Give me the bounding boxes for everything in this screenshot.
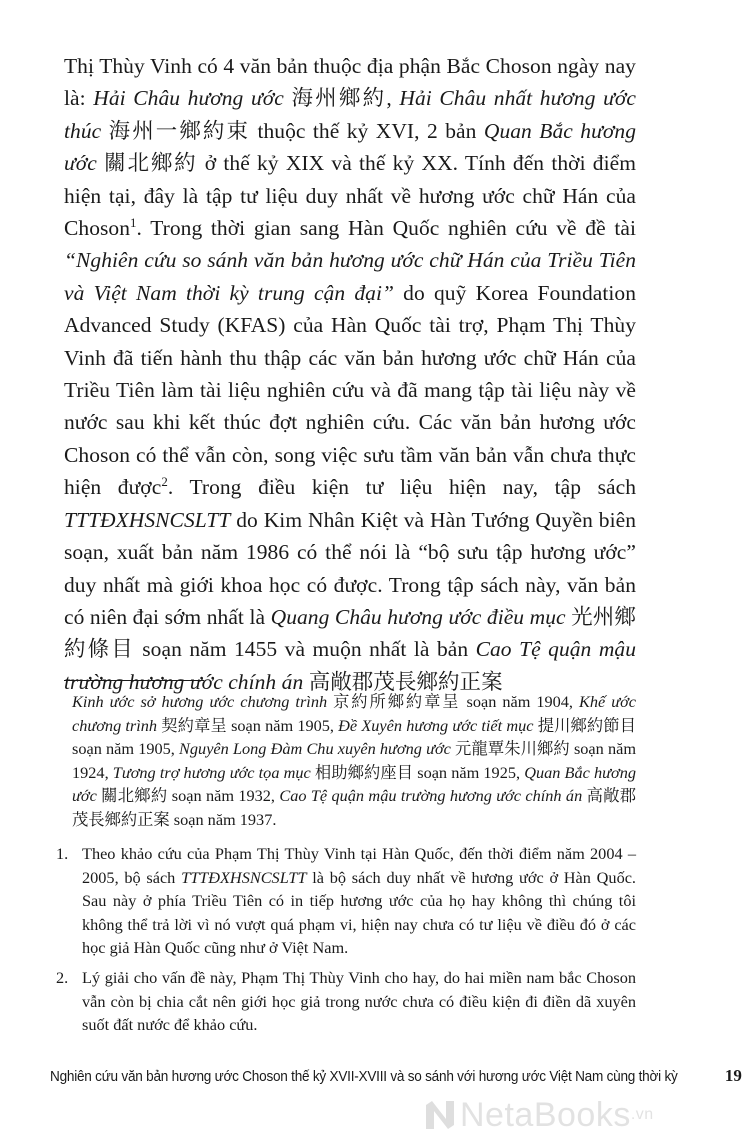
research-topic-title: “Nghiên cứu so sánh văn bản hương ước chữ Hán của Triều Tiên và Việt Nam thời kỳ trung cận đại” [64,248,636,305]
fn-title: Cao Tệ quận mậu trường hương ước chính án [279,786,583,806]
text-run: 海州鄉約, [283,86,400,111]
watermark [420,1090,700,1140]
watermark-brand: NetaBooks [460,1095,631,1134]
footnote-body: Lý giải cho vấn đề này, Phạm Thị Thùy Vinh cho hay, do hai miền nam bắc Choson vẫn còn bị chia cắt nên giới học giả trong nước chưa có điều kiện đi điền dã xuyên suốt đất nước để khảo cứu. [82,967,636,1035]
text-run: 光州鄉約條目 soạn năm 1455 và muộn nhất là bản [64,604,636,662]
text-run: 高敞郡茂長鄉約正案 [303,669,503,694]
running-footer-title: Nghiên cứu văn bản hương ước Choson thế kỷ XVII-XVIII và so sánh với hương ước Việt Nam cùng thời kỳ [50,1069,678,1085]
n-logo-icon [420,1095,460,1135]
text-run: do quỹ Korea Foundation Advanced Study (KFAS) của Hàn Quốc tài trợ, Phạm Thị Thùy Vinh đã tiến hành thu thập các văn bản hương ước chữ Hán của Triều Tiên làm tài liệu nghiên cứu và đã mang tập tài liệu này về nước sau khi kết thúc đợt nghiên cứu. Các văn bản hương ước Choson có thể vẫn còn, song việc sưu tầm văn bản vẫn chưa thực hiện được [64,280,636,500]
fn-title: Kinh ước sở hương ước chương trình [72,692,328,711]
footnote-number: 2. [56,967,69,987]
footnote-ref-2: 2 [161,475,168,490]
footnote-divider [64,680,204,681]
fn-title: Tương trợ hương ước tọa mục [112,762,311,782]
main-text [64,50,636,698]
main-paragraph [64,50,636,698]
watermark-suffix: .vn [630,1106,654,1123]
book-abbrev: TTTĐXHSNCSLTT [181,867,307,887]
footnote-number: 1. [56,844,69,863]
fn-text: 元龍覃朱川鄉約 soạn năm 1924, [72,739,636,782]
footnote-body [82,842,636,960]
title-quang-chau-huong-uoc: Quang Châu hương ước điều mục [270,604,566,629]
text-run: . Trong thời gian sang Hàn Quốc nghiên cứu về đề tài [136,216,636,241]
n-logo-shape [422,1097,458,1133]
footnote-2 [56,966,636,1037]
fn-text: 京約所鄉約章呈 soạn năm 1904, [327,692,579,711]
fn-text: 提川鄉約節目 soạn năm 1905, [72,715,636,759]
fn-text: là bộ sách duy nhất về hương ước ở Hàn Quốc. Sau này ở phía Triều Tiên có in tiếp hương ước của họ hay không thì chúng tôi không thể trả lời vì nó vượt quá phạm vi, hiện nay chưa có tư liệu về điều đó ở các học giả Hàn Quốc cũng như ở Việt Nam. [82,867,637,958]
fn-title: Đề Xuyên hương ước tiết mục [338,715,534,735]
fn-text: 高敞郡茂長鄉約正案 soạn năm 1937. [72,786,636,829]
fn-title: Nguyên Long Đàm Chu xuyên hương ước [179,739,451,759]
fn-title: Khế ước chương trình [72,692,636,735]
page-number: 19 [724,1066,742,1085]
text-run: 海州一鄉約束 thuộc thế kỷ XVI, 2 bản [101,118,484,143]
footnote-1 [56,842,636,960]
fn-text: Theo khảo cứu của Phạm Thị Thùy Vinh tại Hàn Quốc, đến thời điểm năm 2004 – 2005, bộ sách [82,844,636,887]
text-run: . Trong điều kiện tư liệu hiện nay, tập sách [167,475,637,500]
fn-text: 相助鄉約座目 soạn năm 1925, [310,762,525,782]
text-run: Thị Thùy Vinh có 4 văn bản thuộc địa phận Bắc Choson ngày nay là: [64,54,636,111]
fn-text: 關北鄉約 soạn năm 1932, [96,786,280,806]
text-run: 關北鄉約 ở thế kỷ XIX và thế kỷ XX. Tính đến thời điểm hiện tại, đây là tập tư liệu duy nhất về hương ước chữ Hán của Choson [64,151,636,241]
fn-title: Quan Bắc hương ước [72,762,636,806]
title-cao-te-quan: Cao Tệ quận mậu trường hương ước chính án [64,637,636,694]
footnote-list [56,842,636,1043]
footnote-ref-1: 1 [130,215,137,230]
title-quan-bac-huong-uoc: Quan Bắc hương ước [64,118,636,176]
book-abbrev: TTTĐXHSNCSLTT [64,507,231,532]
title-hai-chau-huong-uoc: Hải Châu hương ước [93,86,284,111]
text-run: do Kim Nhân Kiệt và Hàn Tướng Quyền biên soạn, xuất bản năm 1986 có thể nói là “bộ sưu tập hương ước” duy nhất mà giới khoa học có được. Trong tập sách này, văn bản có niên đại sớm nhất là [64,507,636,629]
fn-text: 契約章呈 soạn năm 1905, [157,715,339,735]
title-hai-chau-nhat-huong-uoc-thuc: Hải Châu nhất hương ước thúc [64,86,636,143]
footnote-continuation [72,690,636,832]
